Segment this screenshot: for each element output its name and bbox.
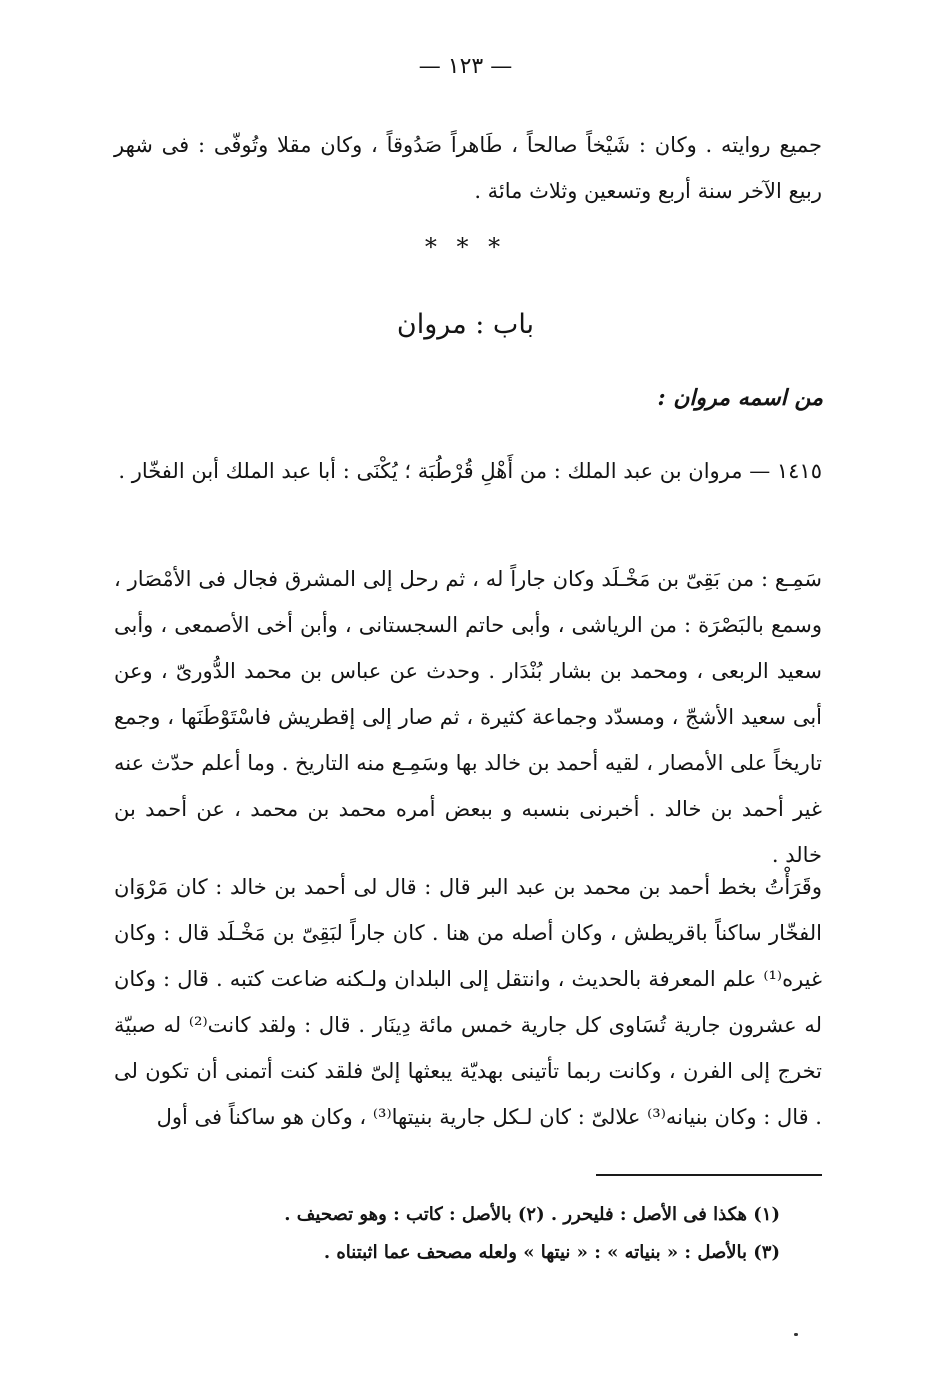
footnote-line-1: (١) هكذا فى الأصل : فليحرر . (٢) بالأصل : كاتب : وهو تصحيف .	[284, 1204, 780, 1225]
ink-speck	[794, 1333, 798, 1336]
footnote-rule	[596, 1174, 822, 1176]
paragraph-qara-tu: وقَرَأْتُ بخط أحمد بن محمد بن عبد البر قال : قال لى أحمد بن خالد : كان مَرْوَان الفخّار ساكناً باقريطش ، وكان أصله من هنا . كان جاراً لبَقِىّ بن مَخْـلَد قال : وكان غيره⁽¹⁾ علم المعرفة بالحديث ، وانتقل إلى البلدان ولـكنه ضاعت كتبه . قال : وكان له عشرون جارية تُسَاوى كل جارية خمس مائة دِينَار . قال : ولقد كانت⁽²⁾ له صبيّة تخرج إلى الفرن ، وكانت ربما تأتينى بهديّة يبعثها إلىّ فلقد كنت أتمنى أن تكون لى . قال : وكان بنيانه⁽³⁾ علالىّ : كان لـكل جارية بنيتها⁽³⁾ ، وكان هو ساكناً فى أول	[114, 875, 822, 1129]
section-heading: من اسمه مروان :	[657, 385, 823, 411]
entry-1415: ١٤١٥ — مروان بن عبد الملك : من أَهْلِ قُرْطُبَة ؛ يُكْنَى : أبا عبد الملك أبن الفخّار .	[118, 459, 822, 483]
footnotes	[140, 1196, 780, 1272]
footnote-line-2: (٣) بالأصل : « بنياته » : « نيتها » ولعله مصحف عما اثبتناه .	[323, 1242, 780, 1263]
page-number: — ١٢٣ —	[418, 54, 513, 79]
paragraph-intro: جميع روايته . وكان : شَيْخاً صالحاً ، طَاهراً صَدُوقاً ، وكان مقلا وتُوفّى : فى شهر ربيع الآخر سنة أربع وتسعين وثلاث مائة .	[114, 133, 822, 203]
chapter-heading: باب : مروان	[396, 309, 535, 340]
paragraph-sami: سَمِـع : من بَقِىّ بن مَخْـلَد وكان جاراً له ، ثم رحل إلى المشرق فجال فى الأمْصَار ، وسمع بالبَصْرَة : من الرياشى ، وأبى حاتم السجستانى ، وأبن أخى الأصمعى ، وأبى سعيد الربعى ، ومحمد بن بشار بُنْدَار . وحدث عن عباس بن محمد الدُّورىّ ، وعن أبى سعيد الأشجّ ، ومسدّد وجماعة كثيرة ، ثم صار إلى إقطريش فاسْتَوْطَنَها ، وجمع تاريخاً على الأمصار ، لقيه أحمد بن خالد بها وسَمِـع منه التاريخ . وما أعلم حدّث عنه غير أحمد بن خالد . أخبرنى بنسبه و ببعض أمره محمد بن محمد ، عن أحمد بن خالد .	[114, 567, 822, 867]
section-separator: * * *	[424, 233, 507, 261]
